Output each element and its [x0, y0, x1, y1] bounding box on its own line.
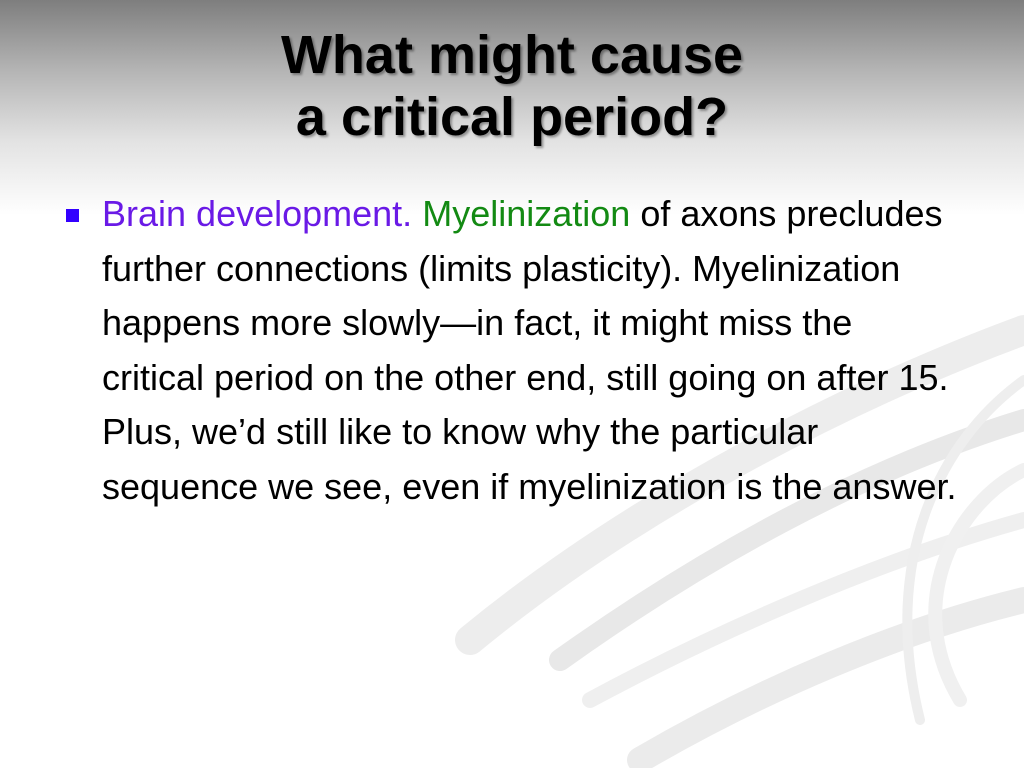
bullet-lead-text: Brain development. — [102, 193, 413, 234]
bullet-body-text: of axons precludes further connections (limits plasticity). Myelinization happens more slowly—in fact, it might miss the critical period on the other end, still going on after 15. Plus, we’d still like to know why the particular sequence we see, even if myelinization is the answer. — [102, 193, 957, 507]
slide-title — [0, 24, 1024, 148]
square-bullet-icon — [66, 209, 79, 222]
bullet-list — [62, 187, 962, 514]
bullet-item — [62, 187, 962, 514]
slide-title-line-1: What might cause — [280, 25, 744, 85]
bullet-highlight-term: Myelinization — [422, 193, 631, 234]
slide-title-line-2: a critical period? — [295, 87, 729, 147]
